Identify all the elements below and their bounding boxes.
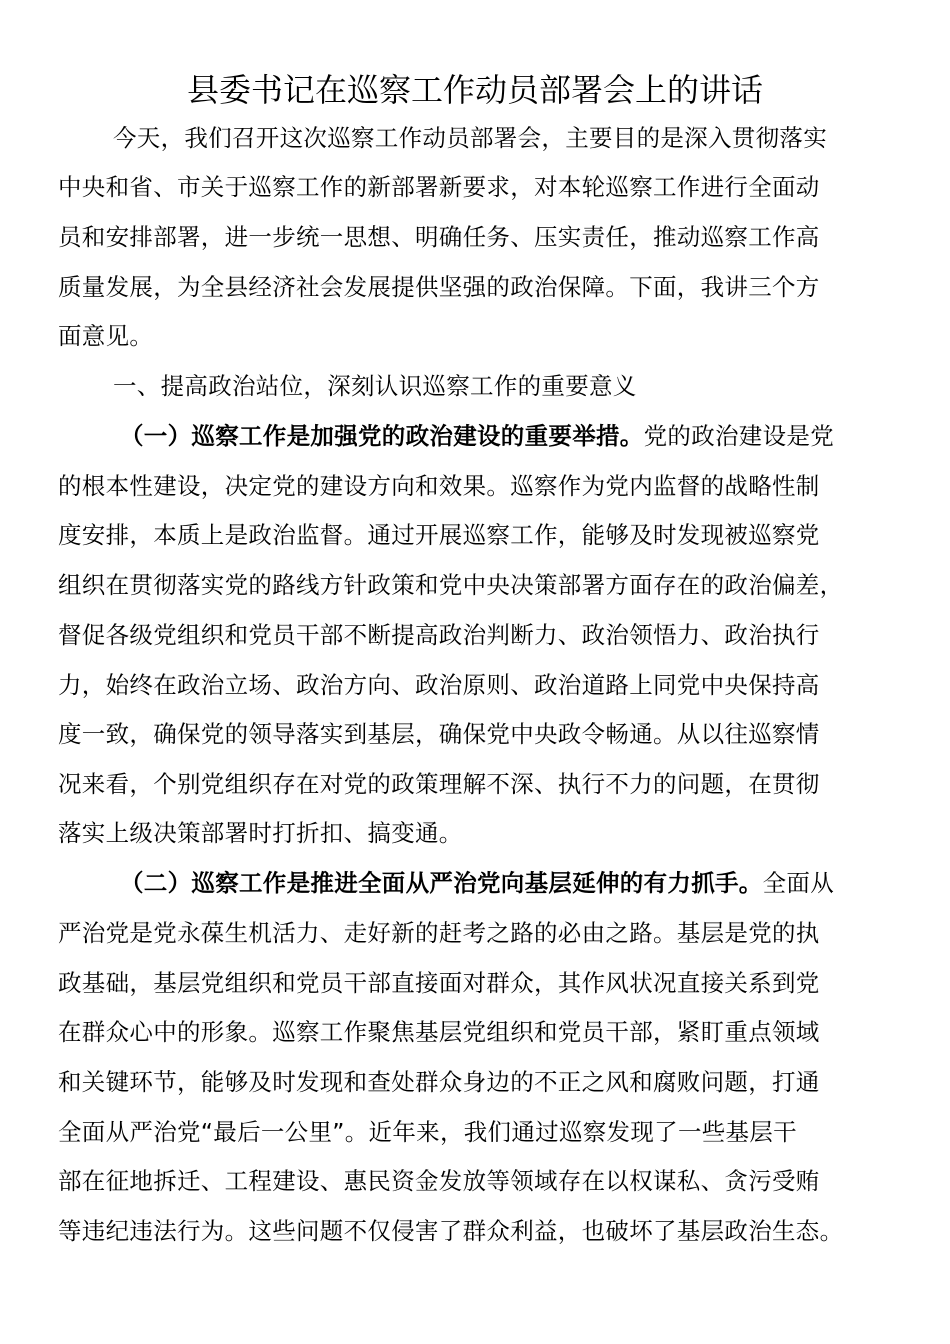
paragraph-line: 的根本性建设，决定党的建设方向和效果。巡察作为党内监督的战略性制 <box>58 472 820 500</box>
paragraph-line: 等违纪违法行为。这些问题不仅侵害了群众利益，也破坏了基层政治生态。 <box>58 1217 844 1245</box>
paragraph-line: 全面从严治党“最后一公里”。近年来，我们通过巡察发现了一些基层干 <box>58 1118 797 1146</box>
paragraph-line: 况来看，个别党组织存在对党的政策理解不深、执行不力的问题，在贯彻 <box>58 770 820 798</box>
subsection-heading: （二）巡察工作是推进全面从严治党向基层延伸的有力抓手。 <box>120 869 763 897</box>
paragraph-line: 度安排，本质上是政治监督。通过开展巡察工作，能够及时发现被巡察党 <box>58 521 820 549</box>
paragraph-line: 督促各级党组织和党员干部不断提高政治判断力、政治领悟力、政治执行 <box>58 621 820 649</box>
paragraph-line: 和关键环节，能够及时发现和查处群众身边的不正之风和腐败问题，打通 <box>58 1068 820 1096</box>
paragraph-line: 严治党是党永葆生机活力、走好新的赶考之路的必由之路。基层是党的执 <box>58 919 820 947</box>
paragraph-line: 政基础，基层党组织和党员干部直接面对群众，其作风状况直接关系到党 <box>58 969 820 997</box>
subsection-line <box>120 421 940 451</box>
paragraph-line: 质量发展，为全县经济社会发展提供坚强的政治保障。下面，我讲三个方 <box>58 273 820 301</box>
paragraph-line: 面意见。 <box>58 322 154 350</box>
paragraph-line: 落实上级决策部署时打折扣、搞变通。 <box>58 819 463 847</box>
paragraph-line: 部在征地拆迁、工程建设、惠民资金发放等领域存在以权谋私、贪污受贿 <box>58 1167 820 1195</box>
subsection-heading: （一）巡察工作是加强党的政治建设的重要举措。 <box>120 422 644 450</box>
paragraph-line: 中央和省、市关于巡察工作的新部署新要求，对本轮巡察工作进行全面动 <box>58 173 820 201</box>
paragraph-text: 全面从 <box>762 869 835 897</box>
section-heading: 一、提高政治站位，深刻认识巡察工作的重要意义 <box>113 372 637 400</box>
paragraph-line: 员和安排部署，进一步统一思想、明确任务、压实责任，推动巡察工作高 <box>58 223 820 251</box>
paragraph-text: 党的政治建设是党 <box>643 422 835 450</box>
paragraph-line: 组织在贯彻落实党的路线方针政策和党中央决策部署方面存在的政治偏差， <box>58 571 844 599</box>
subsection-line <box>120 868 940 898</box>
document-title: 县委书记在巡察工作动员部署会上的讲话 <box>186 71 763 109</box>
paragraph-line: 在群众心中的形象。巡察工作聚焦基层党组织和党员干部，紧盯重点领域 <box>58 1018 820 1046</box>
paragraph-line: 今天，我们召开这次巡察工作动员部署会，主要目的是深入贯彻落实 <box>113 124 827 152</box>
paragraph-line: 力，始终在政治立场、政治方向、政治原则、政治道路上同党中央保持高 <box>58 671 820 699</box>
paragraph-line: 度一致，确保党的领导落实到基层，确保党中央政令畅通。从以往巡察情 <box>58 720 820 748</box>
